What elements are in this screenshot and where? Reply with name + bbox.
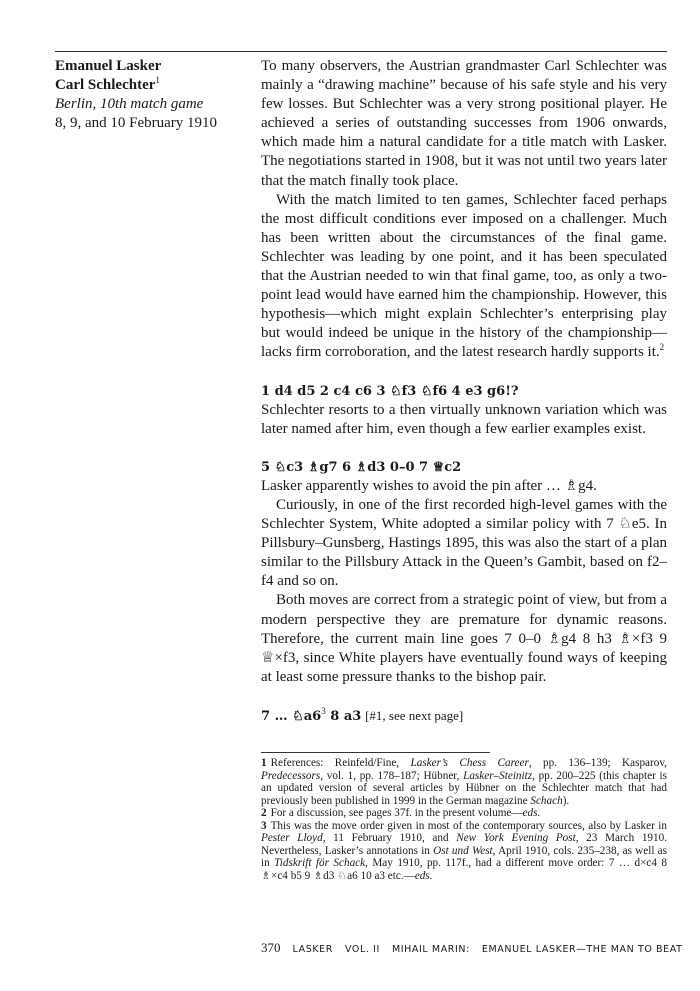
footnotes — [261, 757, 667, 882]
paragraph-both-moves: Both moves are correct from a strategic point of view, but from a modern perspective they are premature for dynamic reasons. Therefore, the current main line goes 7 0–0 ♗g4 8 h3 ♗×f3 9 ♕×f3, since White players have eventually found ways of keeping at least some pressure thanks to the bishop pair. — [261, 592, 667, 685]
footnote-3-text: , 11 February 1910, and — [322, 832, 457, 844]
moves-3: 7 … ♘a6 — [261, 708, 322, 724]
moves-1: 1 d4 d5 2 c4 c6 3 ♘f3 ♘f6 4 e3 g6!? — [261, 383, 519, 399]
game-dates: 8, 9, and 10 February 1910 — [55, 115, 218, 131]
moves-3-tail: 8 a3 — [325, 708, 362, 724]
move-line-1 — [261, 382, 667, 401]
footnote-3-text: This was the move order given in most of the contemporary sources, also by Lasker in — [270, 819, 667, 832]
page-number: 370 — [261, 940, 281, 955]
black-player-name: Carl Schlechter — [55, 77, 156, 93]
footnote-1-text: , pp. 200–225 (this chapter is an updated version of several articles by Hübner on the Schlechter match that had previously been published in 1999 in the German magazine — [261, 769, 667, 807]
footer-book-title: EMANUEL LASKER—THE MAN TO BEAT — [481, 944, 683, 955]
top-rule — [55, 51, 667, 52]
black-player — [55, 76, 250, 95]
footnote-2-text: For a discussion, see pages 37f. in the present volume— — [270, 807, 523, 819]
footnote-ref-1[interactable]: 1 — [155, 75, 160, 85]
footnote-3-title: Tidskrift för Schack — [274, 857, 366, 869]
footnote-1-text: References: Reinfeld/Fine, — [270, 757, 411, 769]
footnote-3-title: Ost und West — [433, 844, 493, 857]
footnote-1-text: , pp. 136–139; Kasparov, — [528, 757, 667, 769]
paragraph-match-conditions — [261, 191, 667, 363]
footnote-2-number: 2 — [261, 807, 267, 819]
paragraph-match-conditions-text: With the match limited to ten games, Schlechter faced perhaps the most difficult conditions ever imposed on a challenger. Much has been written about the circumstances of the final game. Schlechter was leading by one point, and it has been speculated that the Austrian needed to win that final game, too, as only a two-point lead would have earned him the championship. However, this hypothesis—which might explain Schlechter’s enterprising play but would indeed be unique in the history of the championship—lacks firm corroboration, and the latest research hardly supports it. — [261, 191, 667, 361]
running-footer — [261, 940, 681, 956]
footnote-3-text: , May 1910, pp. 117f., had a different move order: 7 … d×c4 8 ♗×c4 b5 9 ♗d3 ♘a6 10 a3 etc.— — [261, 857, 667, 882]
footnote-3-number: 3 — [261, 819, 267, 832]
footer-author: MIHAIL MARIN: — [391, 944, 470, 955]
footnote-1-title: Lasker’s Chess Career — [410, 757, 529, 769]
spacer — [261, 687, 667, 706]
footnote-1-title: Lasker–Steinitz — [463, 769, 533, 782]
footnote-1-number: 1 — [261, 757, 267, 769]
footnote-2-eds: eds. — [522, 807, 541, 819]
diagram-reference: [#1, see next page] — [365, 707, 464, 723]
game-header — [55, 57, 250, 133]
move-line-2 — [261, 458, 667, 477]
paragraph-intro: To many observers, the Austrian grandmaster Carl Schlechter was mainly a “drawing machine” because of his safe style and his very few losses. But Schlechter was a very strong positional player. He achieved a series of outstanding successes from 1906 onwards, which made him a natural candidate for a title match with Lasker. The negotiations started in 1908, but it was not until two years later that the match finally took place. — [261, 58, 667, 189]
paragraph-schlechter-variation: Schlechter resorts to a then virtually unknown variation which was later named after him, even though a few earlier examples exist. — [261, 401, 667, 437]
footnote-rule — [261, 752, 490, 753]
footnote-1-title: Schach — [530, 794, 563, 807]
footnote-2 — [261, 807, 667, 820]
paragraph-curiously: Curiously, in one of the first recorded high-level games with the Schlechter System, White adopted a similar policy with 7 ♘e5. In Pillsbury–Gunsberg, Hastings 1895, this was also the start of a plan similar to the Pillsbury Attack in the Queen’s Gambit, based on f2–f4 and so on. — [261, 496, 667, 590]
white-player: Emanuel Lasker — [55, 58, 162, 74]
footnote-1 — [261, 757, 667, 807]
footnote-ref-2[interactable]: 2 — [659, 342, 665, 353]
footnote-ref-3[interactable]: 3 — [321, 705, 326, 716]
game-event: Berlin, 10th match game — [55, 96, 204, 112]
spacer — [261, 439, 667, 458]
paragraph-lasker-pin: Lasker apparently wishes to avoid the pin after … ♗g4. — [261, 477, 597, 494]
footer-series: LASKER — [292, 944, 333, 955]
spacer — [261, 363, 667, 382]
footnote-1-text: ). — [562, 794, 570, 807]
footer-volume: VOL. II — [344, 944, 380, 955]
footnote-3 — [261, 820, 667, 883]
footnote-3-eds: eds. — [414, 869, 433, 882]
footnote-3-text: , 23 March 1910. Nevertheless, Lasker’s annotations in — [261, 832, 668, 857]
moves-2: 5 ♘c3 ♗g7 6 ♗d3 0–0 7 ♕c2 — [261, 459, 462, 475]
footnote-3-title: New York Evening Post — [456, 832, 576, 844]
footnote-1-text: , vol. 1, pp. 178–187; Hübner, — [320, 769, 464, 782]
footnote-3-title: Pester Lloyd — [261, 832, 323, 844]
footnote-1-title: Predecessors — [261, 769, 321, 782]
move-line-3 — [261, 706, 667, 726]
main-text — [261, 57, 667, 726]
footnote-3-text: , April 1910, cols. 235–238, as well as in — [261, 844, 667, 869]
